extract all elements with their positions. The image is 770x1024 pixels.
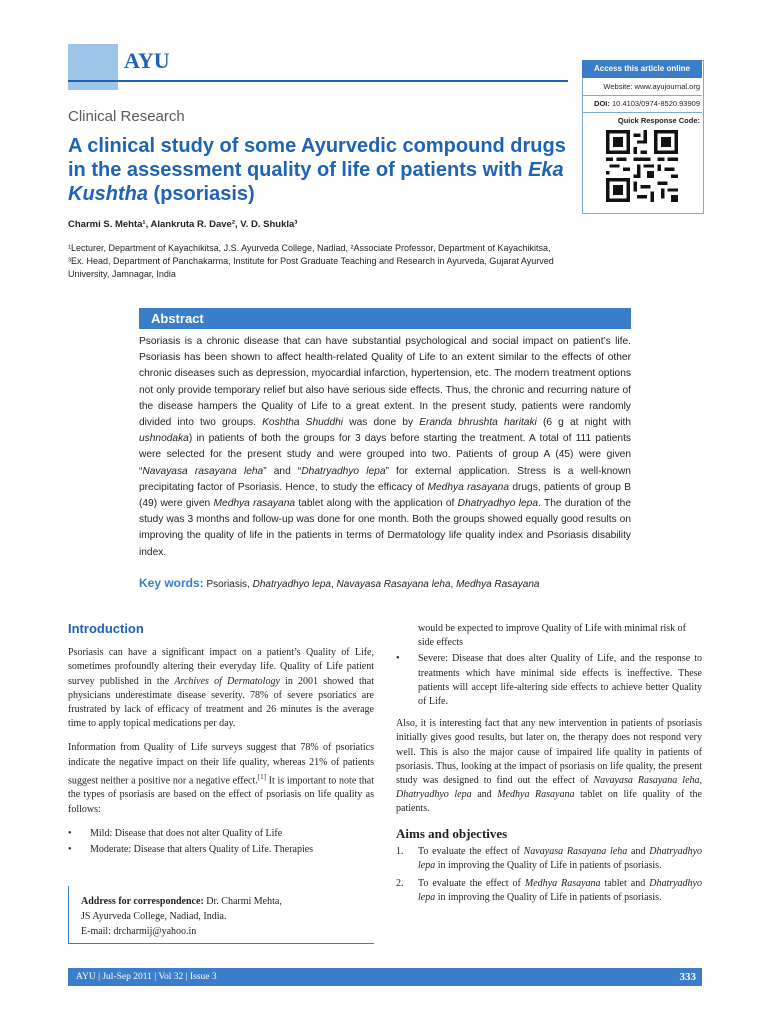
list-item: • Severe: Disease that does alter Quality of Life, and the response to treatments which have minimal side effects is ineffective. These patients will accept life-altering side effects to achieve better Quality of Life. xyxy=(396,652,702,709)
abstract-segment: was done by xyxy=(343,417,420,429)
doi[interactable] xyxy=(586,99,700,108)
text-segment: Psoriasis can have a significant impact on a patient’s Quality of Life, sometimes profoundly altering their everyday life. Quality of Life patient survey published in the xyxy=(68,647,374,687)
list-number: 2. xyxy=(396,878,404,890)
abstract-segment: ) in patients of both the groups for 3 days before starting the treatment. A total of 111 patients were selected for the present study and were grouped into two. Patients of group A (45) were given “ xyxy=(139,433,631,477)
abstract-segment: drugs, patients of group B (49) were given xyxy=(139,481,631,510)
aims-list xyxy=(396,845,702,906)
drug-name: Dhatryadhyo lepa xyxy=(396,789,472,801)
right-column xyxy=(396,622,702,910)
drug-name: Dhatryadhyo lepa xyxy=(418,878,702,904)
doi-value: 10.4103/0974-8520.93909 xyxy=(611,99,700,108)
text-segment: tablet on life quality of the patients. xyxy=(396,789,702,815)
journal-logo: AYU xyxy=(124,48,170,73)
aims-heading: Aims and objectives xyxy=(396,825,508,841)
abstract-term: Dhatryadhyo lepa xyxy=(457,498,539,510)
abstract-segment: ” and “ xyxy=(263,465,302,477)
qr-label: Quick Response Code: xyxy=(617,116,700,125)
keyword: Navayasa Rasayana leha xyxy=(336,579,451,590)
affiliation: ¹Lecturer, Department of Kayachikitsa, J.S. Ayurveda College, Nadiad, ²Associate Professor, Department of Kayachikitsa, ³Ex. Head, Department of Panchakarma, Institute for Post Graduate Teaching and Research in Ayurveda, Gujarat Ayurved University, Jamnagar, India xyxy=(68,243,554,279)
keyword-sep: , xyxy=(330,579,337,590)
text-segment: in improving the Quality of Life in patients of psoriasis. xyxy=(435,860,662,872)
abstract-segment: . The duration of the study was 3 months and follow-up was done for one month. Both the groups showed equally good results on improving the quality of life in the patients in terms of Dermatology life quality index and Psoriasis disability index. xyxy=(139,498,631,558)
correspondence-address: JS Ayurveda College, Nadiad, India. xyxy=(81,911,227,922)
page-footer xyxy=(68,968,702,986)
abstract-text xyxy=(139,334,631,561)
severity-list xyxy=(68,827,374,857)
list-item-continuation: would be expected to improve Quality of Life with minimal risk of side effects xyxy=(418,623,686,649)
correspondence-line xyxy=(81,894,362,909)
keywords xyxy=(139,576,631,590)
list-item: • Moderate: Disease that alters Quality of Life. Therapies xyxy=(68,843,374,857)
text-segment: in improving the Quality of Life in patients of psoriasis. xyxy=(435,892,662,904)
severity-list-cont xyxy=(396,652,702,709)
correspondence-label: Address for correspondence: xyxy=(81,896,204,907)
access-divider xyxy=(582,95,702,96)
list-item xyxy=(396,877,702,905)
abstract-term: Eranda bhrushta haritaki xyxy=(419,417,537,429)
abstract-segment: Psoriasis is a chronic disease that can have substantial psychological and social impact on patient’s life. Psoriasis has been shown to affect health-related Quality of Life to an extent similar to the effects of other chronic diseases such as depression, myocardial infarction, hypertension, etc. The modern treatment options not only provide temporary relief but also have serious side effects. Thus, the chronic and recurring nature of the disease hampers the Quality of Life to a great extent. In the present study, patients were randomly divided into two groups. xyxy=(139,336,631,429)
list-item: • Mild: Disease that does not alter Quality of Life xyxy=(68,827,374,841)
abstract-term: Koshtha Shuddhi xyxy=(262,417,344,429)
text-segment: and xyxy=(471,789,498,801)
citation-ref[interactable]: [1] xyxy=(257,772,266,781)
title-italic: Eka Kushtha xyxy=(68,159,564,205)
keyword-sep: , xyxy=(450,579,457,590)
title-end: (psoriasis) xyxy=(148,183,255,205)
article-title xyxy=(68,134,588,206)
drug-name: Navayasa Rasayana leha xyxy=(523,845,628,857)
abstract-term: Medhya rasayana xyxy=(427,481,509,493)
drug-name: Navayasa Rasayana leha xyxy=(593,775,700,787)
text-segment: Information from Quality of Life surveys suggest that 78% of psoriatics indicate the negative impact on their life quality, whereas 21% of patients suggest neither a positive nor a negative effect. xyxy=(68,742,374,787)
text-segment: To evaluate the effect of xyxy=(418,845,524,857)
text-segment: , xyxy=(699,775,703,787)
abstract-term: Dhatryadhyo lepa xyxy=(301,465,386,477)
authors: Charmi S. Mehta¹, Alankruta R. Dave², V. D. Shukla³ xyxy=(68,219,298,230)
website-link[interactable]: Website: www.ayujournal.org xyxy=(603,82,700,91)
title-main: A clinical study of some Ayurvedic compound drugs in the assessment quality of life of patients with xyxy=(68,135,566,181)
text-segment: Also, it is interesting fact that any new intervention in patients of psoriasis initially gives good results, but later on, the therapy does not respond very well. This is also the major cause of impaired life quality in patients of psoriasis. Thus, looking at the impact of psoriasis on life quality, the present study was designed to find out the effect of xyxy=(396,718,702,787)
text-segment: tablet and xyxy=(600,878,650,890)
list-number: 1. xyxy=(396,845,404,857)
doi-label: DOI: xyxy=(594,99,610,108)
abstract-term: Navayasa rasayana leha xyxy=(142,465,264,477)
keyword: Dhatryadhyo lepa xyxy=(252,579,331,590)
abstract-heading: Abstract xyxy=(139,308,631,329)
footer-journal-info: AYU | Jul-Sep 2011 | Vol 32 | Issue 3 xyxy=(76,972,217,982)
correspondence-name: Dr. Charmi Mehta, xyxy=(203,896,282,907)
access-divider xyxy=(582,112,702,113)
correspondence-box xyxy=(68,886,374,944)
abstract-segment: tablet along with the application of xyxy=(295,498,458,510)
intro-paragraph-2 xyxy=(68,741,374,816)
keywords-label: Key words: xyxy=(139,576,204,590)
text-segment: It is important to note that the types of psoriasis are based on the effect of psoriasis on life quality as follows: xyxy=(68,775,374,815)
list-item xyxy=(396,845,702,873)
correspondence-email[interactable]: E-mail: drcharmij@yahoo.in xyxy=(81,926,197,937)
header-rule xyxy=(68,80,568,82)
intro-paragraph-1 xyxy=(68,646,374,731)
qr-code-icon[interactable] xyxy=(606,130,678,202)
introduction-heading: Introduction xyxy=(68,621,144,636)
abstract-term: Medhya rasayana xyxy=(213,498,296,510)
access-title: Access this article online xyxy=(582,60,702,78)
left-column xyxy=(68,622,374,865)
abstract-segment: (6 g at night with xyxy=(536,417,631,429)
intro-paragraph-3 xyxy=(396,717,702,816)
keyword: Medhya Rasayana xyxy=(456,579,540,590)
drug-name: Medhya Rasayana xyxy=(497,789,575,801)
text-segment: and xyxy=(627,845,650,857)
section-label: Clinical Research xyxy=(68,108,185,125)
text-segment: To evaluate the effect of xyxy=(418,878,525,890)
abstract-term: ushnodaka xyxy=(139,433,189,445)
abstract-segment: ” for external application. Stress is a well-known precipitating factor of Psoriasis. Hence, to study the efficacy of xyxy=(139,465,631,493)
journal-name: Archives of Dermatology xyxy=(174,675,280,687)
keyword: Psoriasis, xyxy=(206,579,253,590)
text-segment: in 2001 showed that physicians underestimate disease severity. 78% of severe psoriatics are frustrated by lack of efficacy of treatment and 26 minutes is the average time to apply topical medications per day. xyxy=(68,675,374,730)
page-number: 333 xyxy=(679,971,696,983)
drug-name: Medhya Rasayana xyxy=(524,878,601,890)
drug-name: Dhatryadhyo lepa xyxy=(418,845,703,872)
journal-logo-block xyxy=(68,44,118,90)
